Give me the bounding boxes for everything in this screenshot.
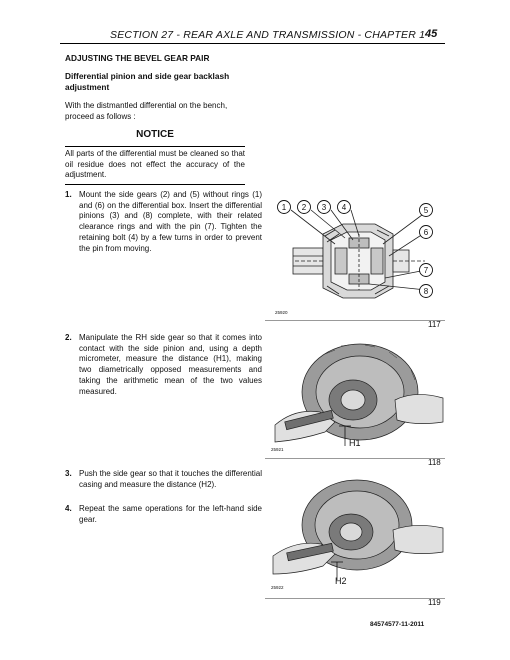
callout-label: 5 xyxy=(423,206,429,215)
callout-label: 7 xyxy=(423,266,429,275)
figure-117-number: 117 xyxy=(428,320,441,329)
page-number: 45 xyxy=(425,28,438,40)
figure-117-diagram xyxy=(265,190,445,318)
step-text: Mount the side gears (2) and (5) without rings (1) and (6) on the differential box. Insert the differential pinions (3) and (8) complete, with their related clearance rings and with the pin (7). Tighten the retaining bolt (4) by a few turns in order to prevent the pin from moving. xyxy=(79,190,262,253)
callout-label: 1 xyxy=(281,203,287,212)
step-text: Manipulate the RH side gear so that it comes into contact with the side pinion and, using a depth micrometer, measure the distance (H1), making two diametrically opposed measurements and taking the arithmetic mean of the two values measured. xyxy=(79,333,262,396)
step-1 xyxy=(65,190,262,254)
step-number: 4. xyxy=(65,504,72,513)
figure-119-rule xyxy=(265,598,445,599)
callout-label: 4 xyxy=(341,203,347,212)
figure-119-photo xyxy=(265,470,445,595)
sub-heading: Differential pinion and side gear backlash adjustment xyxy=(65,71,230,92)
callout-label: 6 xyxy=(423,228,429,237)
step-text: Push the side gear so that it touches the differential casing and measure the distance (H2). xyxy=(79,469,262,489)
figure-118-number: 118 xyxy=(428,458,441,467)
step-2 xyxy=(65,333,262,397)
callout-label: 2 xyxy=(301,203,307,212)
notice-text: All parts of the differential must be cleaned so that oil residue does not effect the accuracy of the adjustment. xyxy=(65,149,245,179)
step-number: 3. xyxy=(65,469,72,478)
figure-118-rule xyxy=(265,458,445,459)
document-code-footer: 84574577-11-2011 xyxy=(370,621,425,628)
figure-code: 25920 xyxy=(275,310,288,315)
section-heading: ADJUSTING THE BEVEL GEAR PAIR xyxy=(65,53,210,63)
header-divider xyxy=(60,43,445,44)
step-3 xyxy=(65,469,262,490)
callout-label: 8 xyxy=(423,287,429,296)
figure-118-photo xyxy=(265,330,445,455)
differential-section-drawing xyxy=(265,190,445,318)
callout-label: 3 xyxy=(321,203,327,212)
notice-title: NOTICE xyxy=(136,129,174,140)
h1-label: H1 xyxy=(349,438,361,448)
figure-code: 25921 xyxy=(271,447,284,452)
measurement-h1-illustration xyxy=(265,330,445,455)
notice-bottom-rule xyxy=(65,184,245,185)
step-number: 1. xyxy=(65,190,72,199)
step-4 xyxy=(65,504,262,525)
figure-code: 25922 xyxy=(271,585,284,590)
step-number: 2. xyxy=(65,333,72,342)
intro-paragraph: With the distmantled differential on the bench, proceed as follows : xyxy=(65,101,228,121)
h2-label: H2 xyxy=(335,576,347,586)
measurement-h2-illustration xyxy=(265,470,445,595)
step-text: Repeat the same operations for the left-hand side gear. xyxy=(79,504,262,524)
figure-117-rule xyxy=(265,320,445,321)
notice-top-rule xyxy=(65,146,245,147)
figure-119-number: 119 xyxy=(428,598,441,607)
page-header-title: SECTION 27 - REAR AXLE AND TRANSMISSION - CHAPTER 1 xyxy=(110,29,426,41)
